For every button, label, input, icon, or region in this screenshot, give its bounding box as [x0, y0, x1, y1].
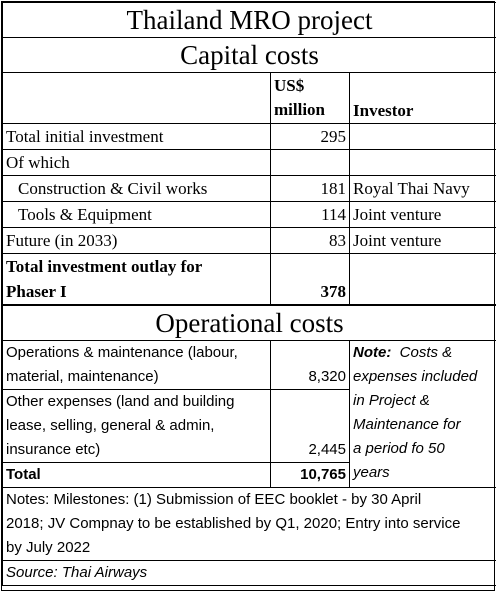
row-label: Total initial investment — [3, 124, 271, 150]
capital-header-blank — [3, 73, 271, 124]
capital-costs-table — [2, 2, 496, 305]
row-investor: Joint venture — [350, 228, 496, 254]
capital-total-label — [3, 254, 271, 305]
note-line2: expenses included — [353, 365, 493, 389]
capital-total-investor — [350, 254, 496, 305]
unit-header-line1: US$ — [274, 74, 346, 98]
row-value: 295 — [271, 124, 350, 150]
row-value — [271, 150, 350, 176]
row-label — [3, 390, 271, 463]
row-investor — [350, 150, 496, 176]
capital-total-row — [3, 254, 496, 305]
page-title: Thailand MRO project — [3, 3, 496, 38]
note-line6: years — [353, 461, 493, 485]
row-value: 83 — [271, 228, 350, 254]
row-label: Of which — [3, 150, 271, 176]
table-row — [3, 202, 496, 228]
note-line4: Maintenance for — [353, 413, 493, 437]
row-label-line3: insurance etc) — [6, 438, 267, 462]
row-label: Construction & Civil works — [3, 176, 271, 202]
costs-note — [350, 341, 496, 488]
row-label — [3, 341, 271, 390]
notes-line3: by July 2022 — [6, 536, 493, 560]
operational-costs-heading: Operational costs — [3, 305, 496, 341]
row-value: 8,320 — [271, 341, 350, 390]
table-row — [3, 124, 496, 150]
capital-total-label-line1: Total investment outlay for — [6, 254, 267, 279]
unit-header-line2: million — [274, 98, 346, 122]
row-value: 114 — [271, 202, 350, 228]
note-line3: in Project & — [353, 389, 493, 413]
operational-total-value: 10,765 — [271, 463, 350, 488]
notes-line2: 2018; JV Compnay to be established by Q1, 2020; Entry into service — [6, 512, 493, 536]
table-row — [3, 176, 496, 202]
row-label-line2: material, maintenance) — [6, 365, 267, 389]
capital-costs-heading: Capital costs — [3, 38, 496, 73]
capital-total-label-line2: Phaser I — [6, 279, 267, 304]
operational-costs-table — [2, 304, 496, 586]
table-row — [3, 341, 496, 390]
notes-line1: Notes: Milestones: (1) Submission of EEC booklet - by 30 April — [6, 488, 493, 512]
milestones-notes — [3, 488, 496, 561]
row-label: Future (in 2033) — [3, 228, 271, 254]
operational-total-label: Total — [3, 463, 271, 488]
investor-header: Investor — [350, 73, 496, 124]
row-label: Tools & Equipment — [3, 202, 271, 228]
note-line1-text: Costs & — [391, 344, 452, 361]
row-investor — [350, 124, 496, 150]
row-investor: Joint venture — [350, 202, 496, 228]
note-lead: Note: — [353, 344, 391, 361]
row-label-line2: lease, selling, general & admin, — [6, 414, 267, 438]
table-row — [3, 150, 496, 176]
row-value: 2,445 — [271, 390, 350, 463]
source-note: Source: Thai Airways — [3, 561, 496, 586]
capital-total-value: 378 — [271, 254, 350, 305]
row-label-line1: Other expenses (land and building — [6, 390, 267, 414]
row-label-line1: Operations & maintenance (labour, — [6, 341, 267, 365]
note-line5: a period fo 50 — [353, 437, 493, 461]
row-investor: Royal Thai Navy — [350, 176, 496, 202]
unit-header — [271, 73, 350, 124]
note-line1 — [353, 341, 493, 365]
row-value: 181 — [271, 176, 350, 202]
table-row — [3, 228, 496, 254]
mro-project-table — [1, 1, 495, 591]
